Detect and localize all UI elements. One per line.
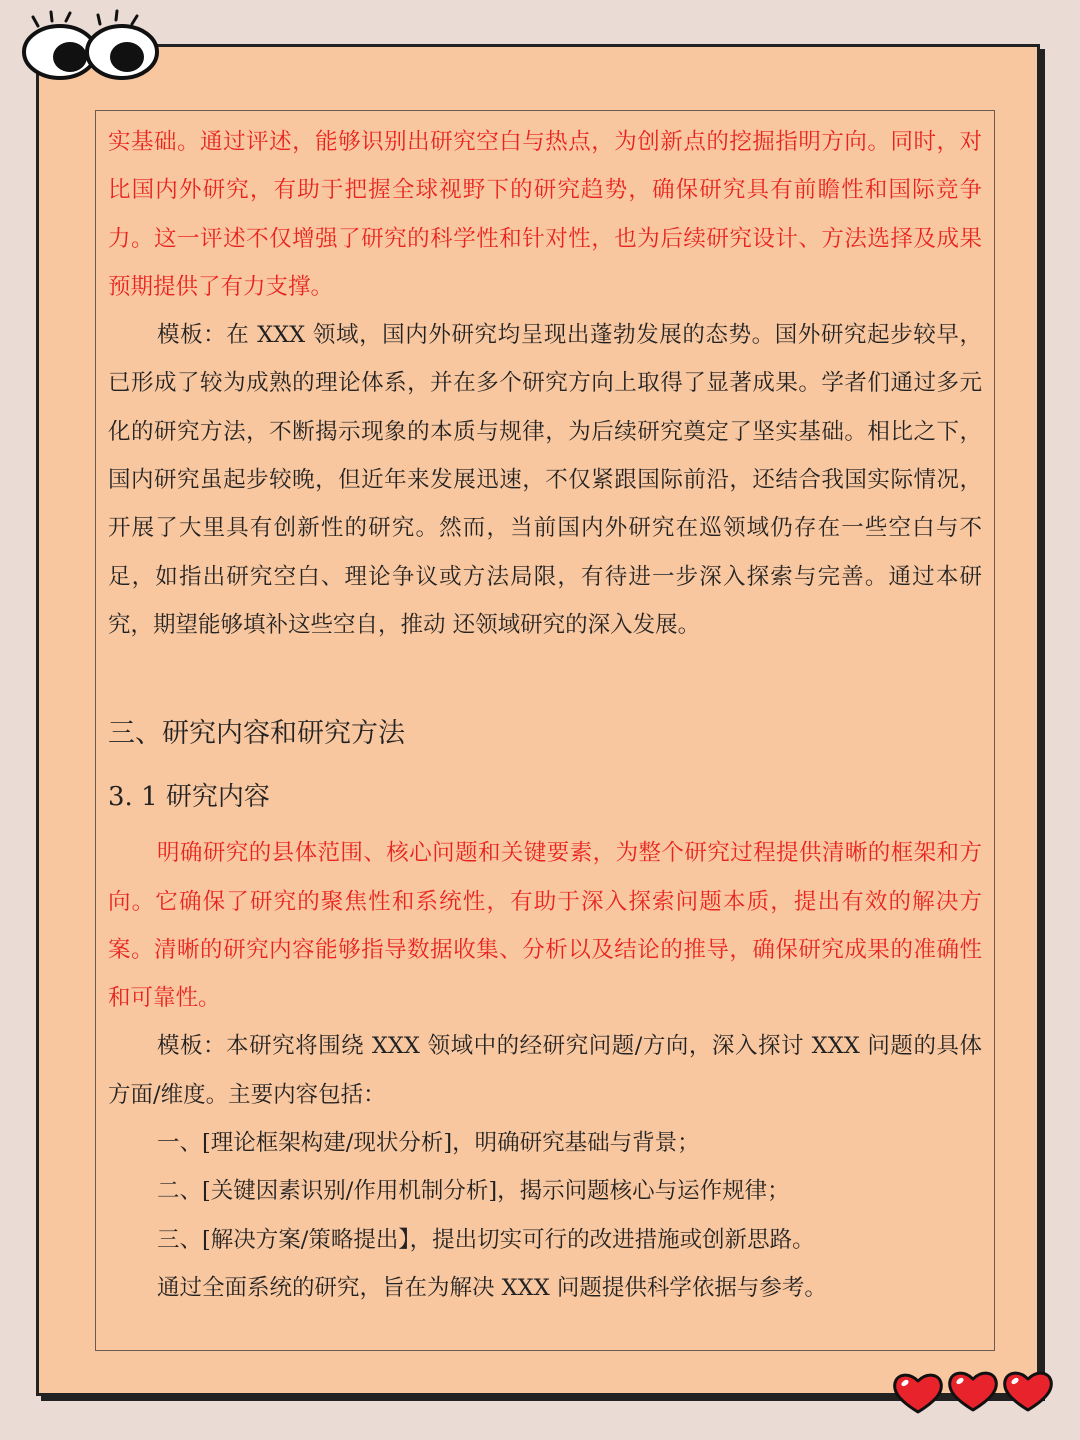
cartoon-eyes-icon	[16, 6, 166, 90]
document-box	[95, 110, 995, 1351]
list-item: 一、[理论框架构建/现状分析]，明确研究基础与背景；	[157, 1130, 700, 1157]
list-item: 三、[解决方案/策略提出】，提出切实可行的改进措施或创新思路。	[157, 1226, 815, 1253]
template-paragraph-literature: 模板：在 XXX 领域，国内外研究均呈现出蓬勃发展的态势。国外研究起步较早，已形成了较为成熟的理论体系，并在多个研究方向上取得了显著成果。学者们通过多元化的研究方法，不断揭示现象的本质与规律，为后续研究奠定了坚实基础。相比之下，国内研究虽起步较晚，但近年来发展迅速，不仅紧跟国际前沿，还结合我国实际情况，开展了大里具有创新性的研究。然而，当前国内外研究在巡领域仍存在一些空白与不足，如指出研究空白、理论争议或方法局限，有待进一步深入探索与完善。通过本研究，期望能够填补这些空自，推动 还领域研究的深入发展。	[108, 322, 982, 638]
list-item: 二、[关键因素识别/作用机制分析]，揭示问题核心与运作规律；	[157, 1178, 790, 1205]
section-heading: 三、研究内容和研究方法	[108, 718, 405, 750]
three-hearts-icon	[888, 1368, 1058, 1418]
template-paragraph-content: 模板：本研究将围绕 XXX 领域中的经研究问题/方向，深入探讨 XXX 问题的具体方面/维度。主要内容包括：	[108, 1033, 982, 1108]
red-paragraph-review-value: 实基础。通过评述，能够识别出研究空白与热点，为创新点的挖掘指明方向。同时，对比国内外研究，有助于把握全球视野下的研究趋势，确保研究具有前瞻性和国际竞争力。这一评述不仅增强了研究的科学性和针对性，也为后续研究设计、方法选择及成果预期提供了有力支撑。	[108, 129, 982, 300]
subsection-heading: 3. 1 研究内容	[108, 782, 270, 813]
section-spacer	[108, 649, 982, 703]
closing-sentence: 通过全面系统的研究，旨在为解决 XXX 问题提供科学依据与参考。	[157, 1274, 827, 1301]
red-paragraph-research-content: 明确研究的县体范围、核心问题和关键要素，为整个研究过程提供清晰的框架和方向。它确保了研究的聚焦性和系统性，有助于深入探索问题本质，提出有效的解决方案。清晰的研究内容能够指导数据收集、分析以及结论的推导，确保研究成果的准确性和可靠性。	[108, 840, 982, 1012]
